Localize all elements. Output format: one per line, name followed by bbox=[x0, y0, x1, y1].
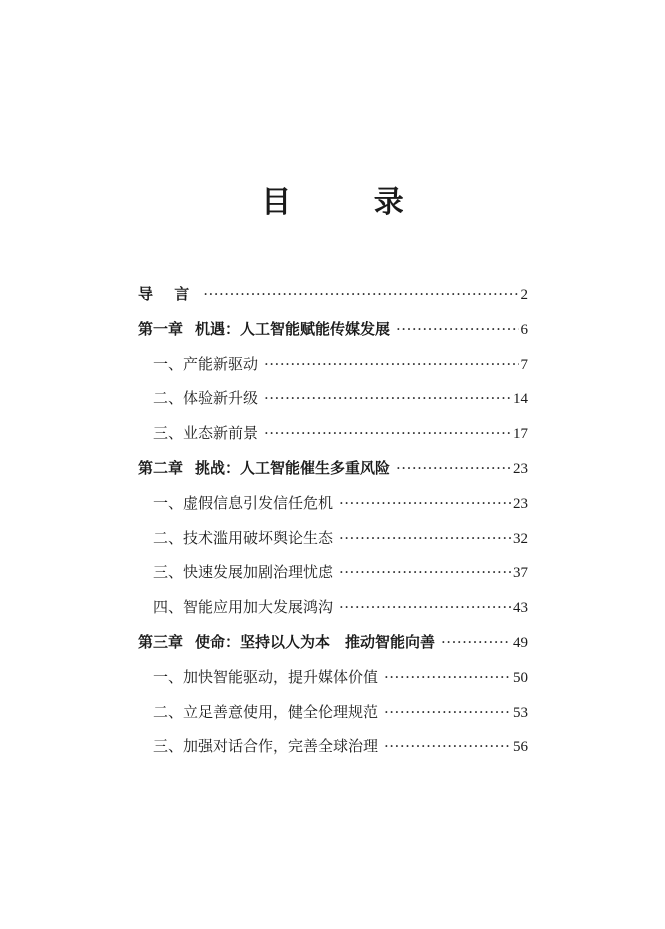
page-title: 目 录 bbox=[261, 185, 440, 220]
toc-section-entry[interactable] bbox=[138, 660, 528, 695]
toc-entry-text: 使命：坚持以人为本 推动智能向善 bbox=[195, 632, 436, 651]
toc-section-entry[interactable] bbox=[138, 381, 528, 416]
toc-page-number: 17 bbox=[513, 426, 528, 443]
toc-entry-label bbox=[153, 381, 258, 416]
toc-entry-text: 三、快速发展加剧治理忧虑 bbox=[153, 563, 334, 582]
toc-section-entry[interactable] bbox=[138, 590, 528, 625]
toc-dot-leader bbox=[264, 416, 511, 451]
toc-page-number: 6 bbox=[520, 321, 528, 338]
toc-entry-text: 挑战：人工智能催生多重风险 bbox=[195, 458, 391, 477]
toc-entry-label bbox=[153, 729, 378, 764]
toc-chapter-number: 第三章 bbox=[138, 632, 184, 651]
toc-dot-leader bbox=[384, 695, 511, 730]
toc-entry-label bbox=[153, 590, 333, 625]
toc-entry-text: 四、智能应用加大发展鸿沟 bbox=[153, 598, 334, 617]
table-of-contents bbox=[138, 277, 528, 764]
toc-page-number: 32 bbox=[513, 530, 528, 547]
toc-chapter-number: 第一章 bbox=[138, 319, 184, 338]
toc-dot-leader bbox=[339, 486, 511, 521]
toc-chapter-number: 第二章 bbox=[138, 458, 184, 477]
toc-dot-leader bbox=[339, 590, 511, 625]
toc-chapter-entry[interactable] bbox=[138, 451, 528, 486]
toc-entry-text: 导 言 bbox=[138, 285, 198, 303]
toc-entry-label bbox=[153, 695, 378, 730]
toc-entry-label bbox=[153, 521, 333, 556]
toc-section-entry[interactable] bbox=[138, 695, 528, 730]
toc-dot-leader bbox=[339, 521, 511, 556]
toc-page-number: 50 bbox=[513, 669, 528, 686]
toc-entry-text: 二、技术滥用破坏舆论生态 bbox=[153, 528, 334, 547]
toc-entry-text: 二、体验新升级 bbox=[153, 389, 259, 408]
toc-page-number: 43 bbox=[513, 600, 528, 617]
toc-page-number: 7 bbox=[520, 356, 528, 373]
toc-page-number: 49 bbox=[513, 634, 528, 651]
toc-page-number: 2 bbox=[520, 287, 528, 303]
toc-dot-leader bbox=[396, 451, 511, 486]
toc-entry-label bbox=[153, 486, 333, 521]
toc-page-number: 37 bbox=[513, 565, 528, 582]
toc-entry-label bbox=[153, 555, 333, 590]
toc-dot-leader bbox=[264, 347, 518, 382]
toc-dot-leader bbox=[264, 381, 511, 416]
toc-chapter-entry[interactable] bbox=[138, 625, 528, 660]
toc-dot-leader bbox=[384, 660, 511, 695]
toc-chapter-entry[interactable] bbox=[138, 277, 528, 312]
toc-dot-leader bbox=[339, 555, 511, 590]
toc-entry-label bbox=[138, 451, 390, 486]
toc-entry-label bbox=[138, 312, 390, 347]
toc-section-entry[interactable] bbox=[138, 521, 528, 556]
toc-entry-label bbox=[153, 416, 258, 451]
toc-entry-label bbox=[138, 625, 435, 660]
toc-section-entry[interactable] bbox=[138, 347, 528, 382]
toc-entry-text: 三、业态新前景 bbox=[153, 424, 259, 443]
toc-section-entry[interactable] bbox=[138, 486, 528, 521]
toc-entry-text: 一、加快智能驱动，提升媒体价值 bbox=[153, 667, 379, 686]
toc-entry-label bbox=[153, 347, 258, 382]
toc-dot-leader bbox=[441, 625, 511, 660]
toc-section-entry[interactable] bbox=[138, 555, 528, 590]
toc-entry-label bbox=[138, 277, 197, 312]
toc-page-number: 53 bbox=[513, 704, 528, 721]
toc-page-number: 14 bbox=[513, 391, 528, 408]
toc-section-entry[interactable] bbox=[138, 729, 528, 764]
toc-dot-leader bbox=[396, 312, 518, 347]
toc-page-number: 56 bbox=[513, 739, 528, 756]
toc-dot-leader bbox=[384, 729, 511, 764]
toc-section-entry[interactable] bbox=[138, 416, 528, 451]
toc-dot-leader bbox=[203, 277, 518, 312]
toc-entry-text: 一、产能新驱动 bbox=[153, 354, 259, 373]
toc-entry-text: 机遇：人工智能赋能传媒发展 bbox=[195, 319, 391, 338]
toc-page-number: 23 bbox=[513, 495, 528, 512]
toc-chapter-entry[interactable] bbox=[138, 312, 528, 347]
toc-entry-label bbox=[153, 660, 378, 695]
toc-entry-text: 一、虚假信息引发信任危机 bbox=[153, 493, 334, 512]
toc-entry-text: 二、立足善意使用，健全伦理规范 bbox=[153, 702, 379, 721]
toc-page-number: 23 bbox=[513, 460, 528, 477]
toc-entry-text: 三、加强对话合作，完善全球治理 bbox=[153, 737, 379, 756]
